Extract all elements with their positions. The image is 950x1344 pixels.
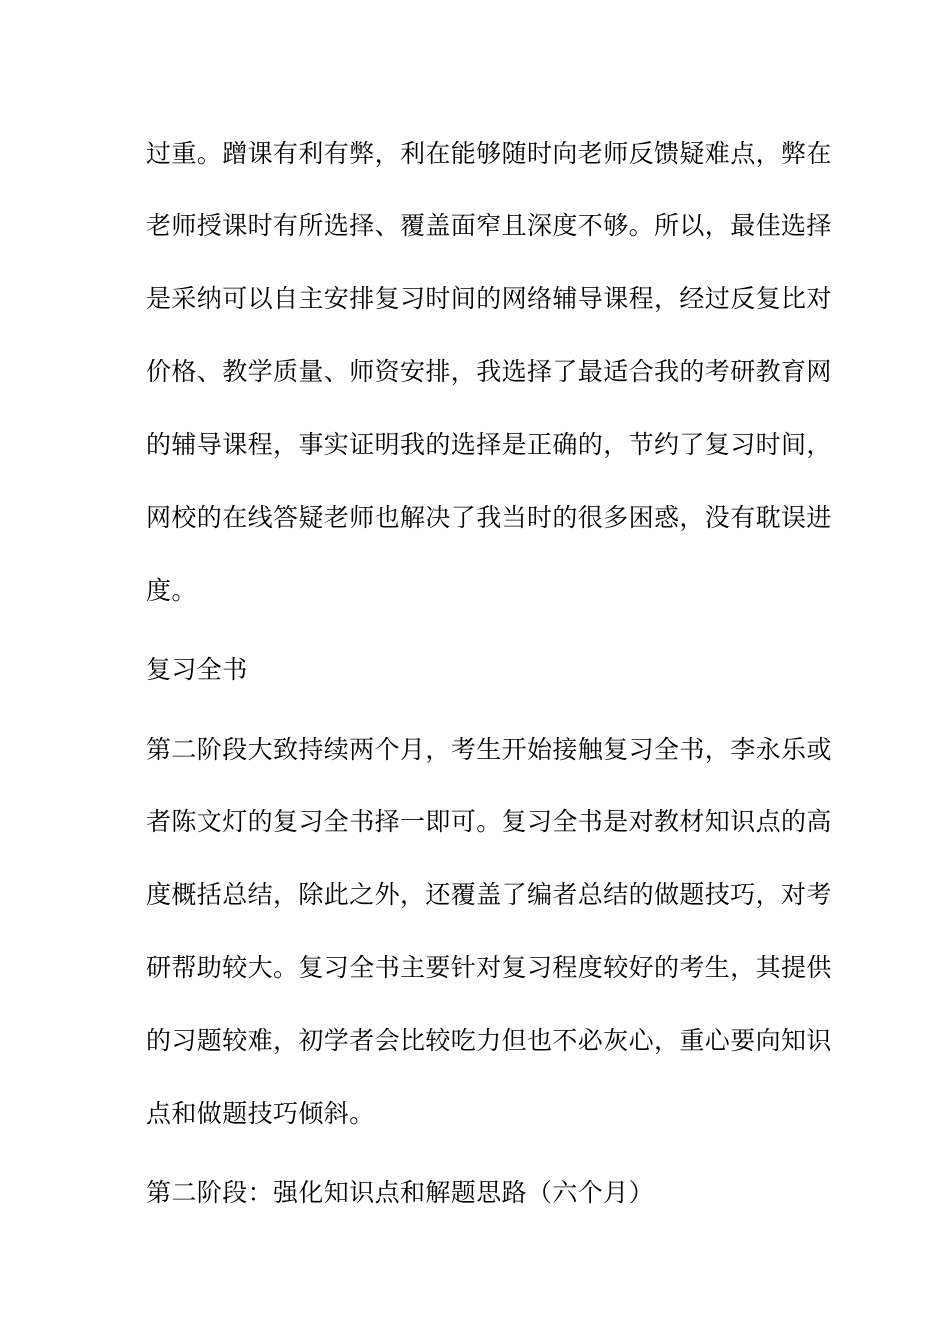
paragraph-1-line-4: 价格、教学质量、师资安排，我选择了最适合我的考研教育网	[146, 357, 832, 386]
paragraph-1-line-6: 网校的在线答疑老师也解决了我当时的很多困惑，没有耽误进	[146, 503, 832, 532]
paragraph-2-line-4: 研帮助较大。复习全书主要针对复习程度较好的考生，其提供	[146, 953, 832, 982]
paragraph-1-line-5: 的辅导课程，事实证明我的选择是正确的，节约了复习时间，	[146, 430, 832, 459]
section-heading-stage-two: 第二阶段：强化知识点和解题思路（六个月）	[146, 1178, 655, 1207]
paragraph-1-line-3: 是采纳可以自主安排复习时间的网络辅导课程，经过反复比对	[146, 284, 832, 313]
paragraph-1-line-1: 过重。蹭课有利有弊，利在能够随时向老师反馈疑难点，弊在	[146, 139, 832, 168]
paragraph-2-line-3: 度概括总结，除此之外，还覆盖了编者总结的做题技巧，对考	[146, 880, 832, 909]
paragraph-2-line-2: 者陈文灯的复习全书择一即可。复习全书是对教材知识点的高	[146, 807, 832, 836]
paragraph-1-line-7: 度。	[146, 576, 197, 605]
paragraph-2-line-6: 点和做题技巧倾斜。	[146, 1099, 375, 1128]
paragraph-2-line-5: 的习题较难，初学者会比较吃力但也不必灰心，重心要向知识	[146, 1026, 832, 1055]
paragraph-1-line-2: 老师授课时有所选择、覆盖面窄且深度不够。所以，最佳选择	[146, 211, 832, 240]
section-heading-review-book: 复习全书	[146, 655, 248, 684]
paragraph-2-line-1: 第二阶段大致持续两个月，考生开始接触复习全书，李永乐或	[146, 735, 832, 764]
